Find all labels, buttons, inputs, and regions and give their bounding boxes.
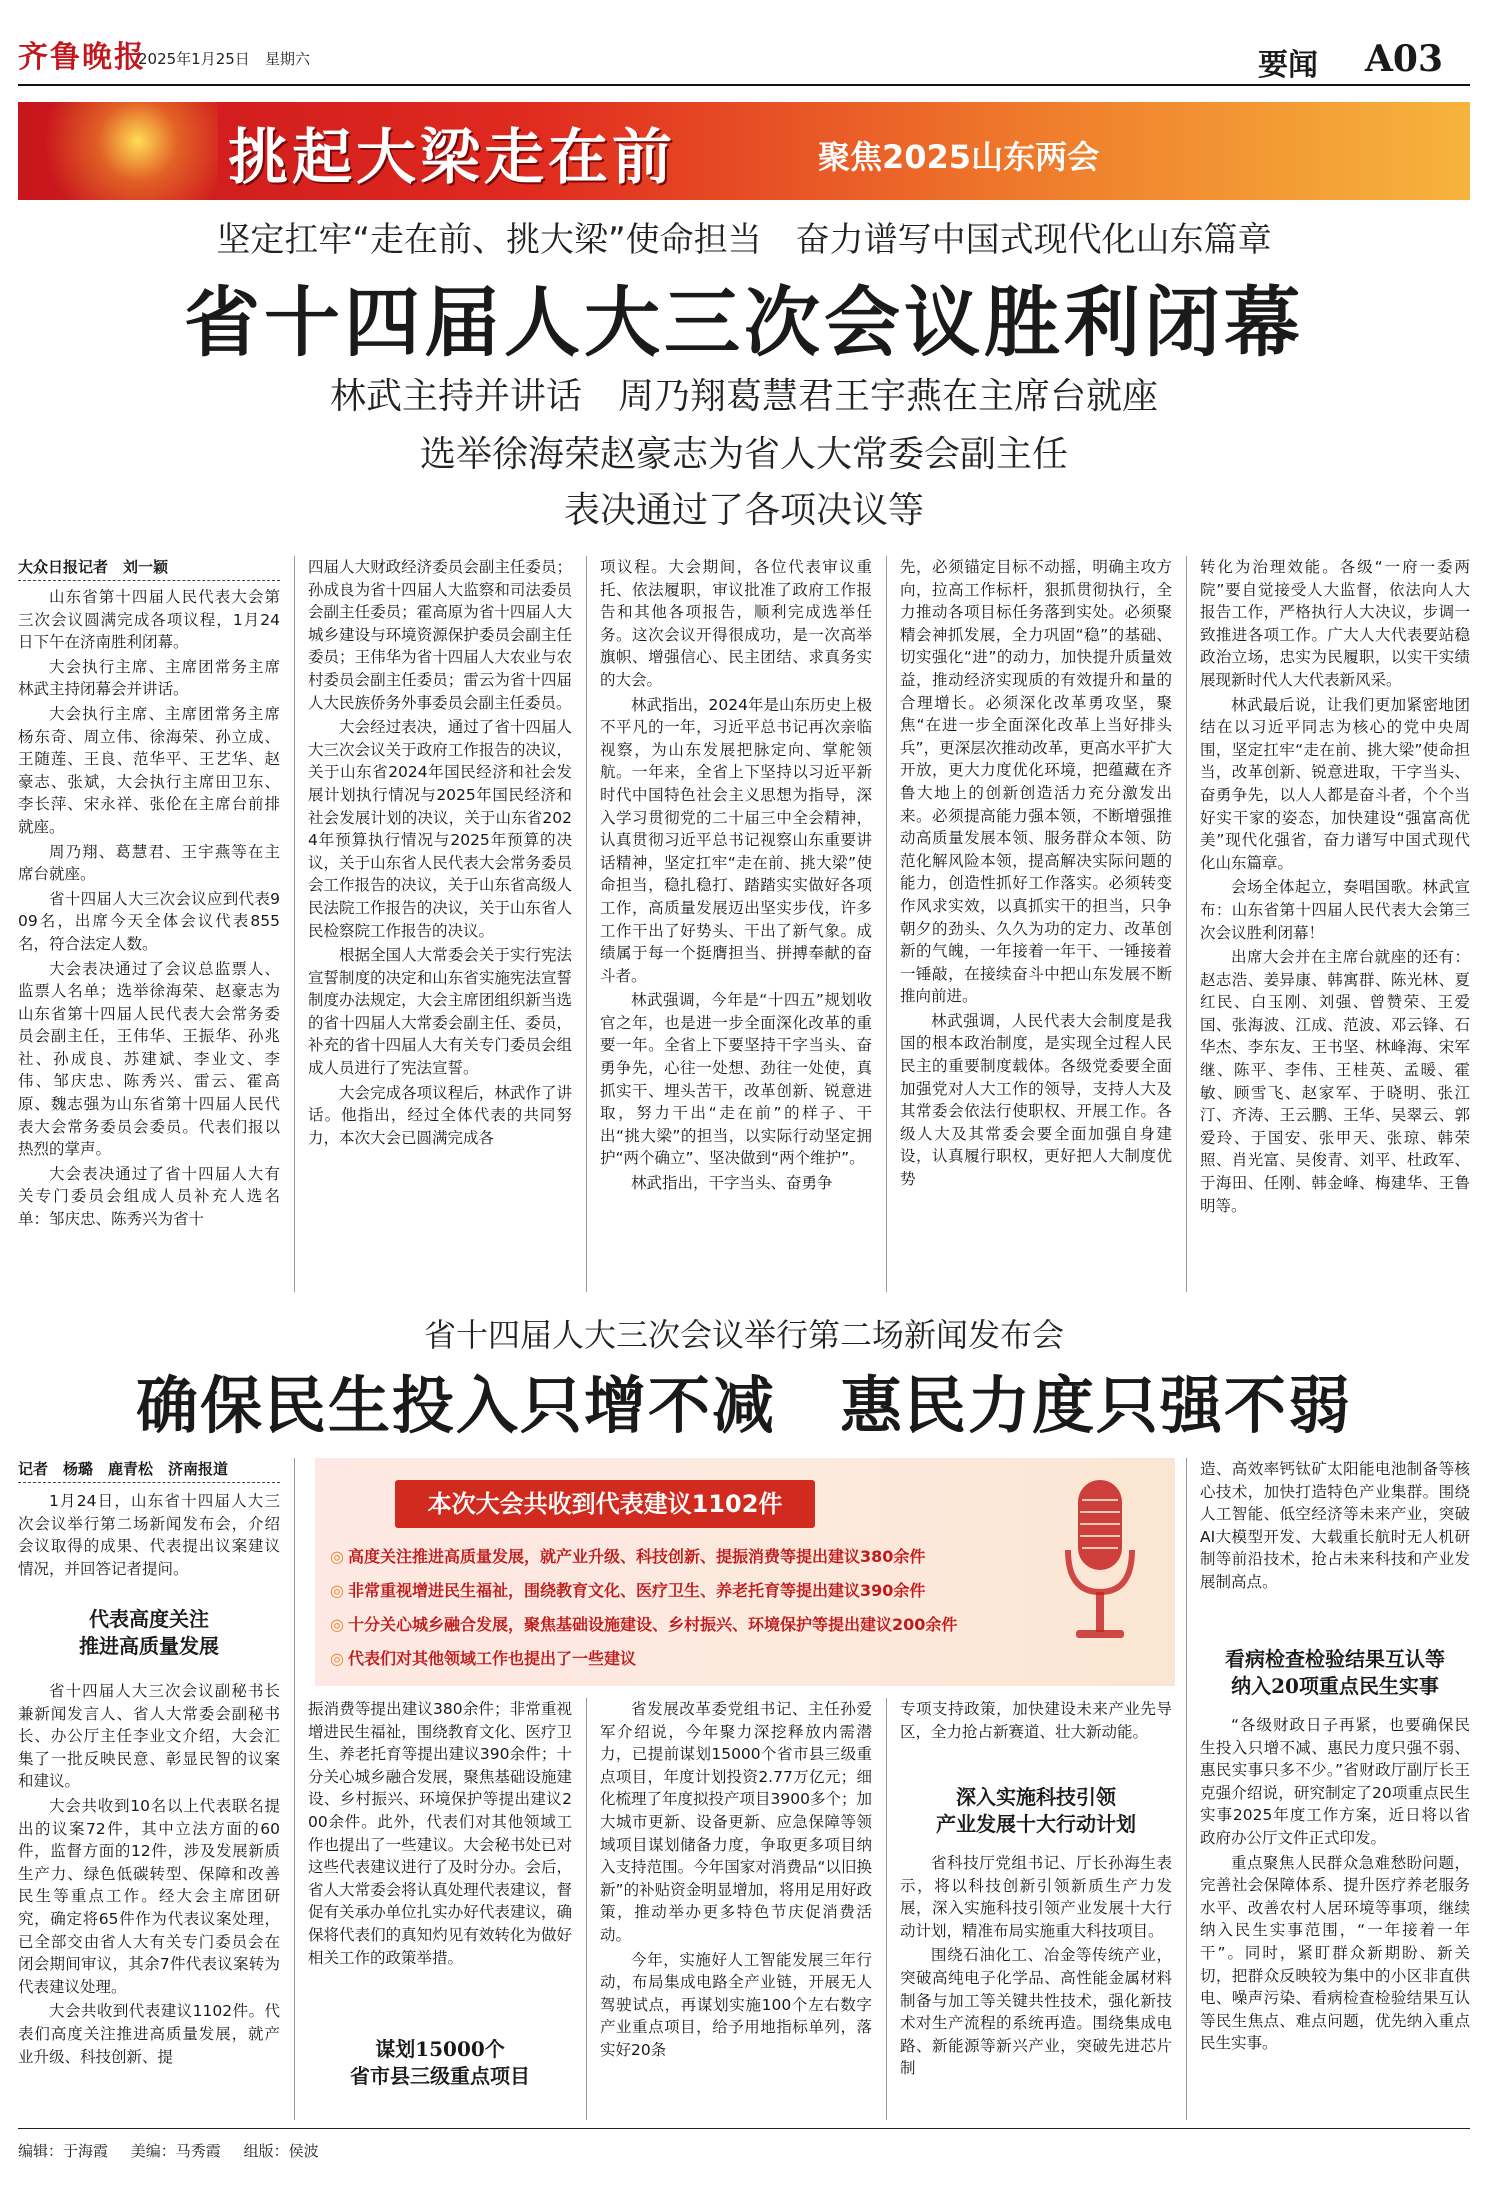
paragraph: 大会经过表决，通过了省十四届人大三次会议关于政府工作报告的决议，关于山东省2024年国民经济和社会发展计划执行情况与2025年国民经济和社会发展计划的决议，关于山东省2024年预算执行情况与2025年预算的决议，关于山东省人民代表大会常务委员会工作报告的决议，关于山东省高级人民法院工作报告的决议，关于山东省人民检察院工作报告的决议。 [308,718,572,940]
article2-subhead-a [18,1606,280,1660]
paragraph: 会场全体起立，奏唱国歌。林武宣布：山东省第十四届人民代表大会第三次会议胜利闭幕！ [1200,878,1470,942]
callout-item-text: 非常重视增进民生福祉，围绕教育文化、医疗卫生、养老托育等提出建议390余件 [347,1581,926,1600]
article2-lead [18,1490,280,1594]
paragraph: “各级财政日子再紧，也要确保民生投入只增不减、惠民力度只强不弱、惠民实事只多不少。”省财政厅副厅长王克强介绍说，研究制定了20项重点民生实事2025年度工作方案，近日将以省政府办公厅文件正式印发。 [1200,1716,1470,1847]
paragraph: 大会表决通过了会议总监票人、监票人名单；选举徐海荣、赵豪志为山东省第十四届人民代表大会常务委员会副主任，王伟华、王振华、孙兆社、孙成良、苏建斌、李业文、李伟、邹庆忠、陈秀兴、雷云、霍高原、魏志强为山东省第十四届人民代表大会常务委员会委员。代表们报以热烈的掌声。 [18,959,280,1159]
editor-credit: 编辑：于海霞 [18,2142,109,2160]
paragraph: 四届人大财政经济委员会副主任委员；孙成良为省十四届人大监察和司法委员会副主任委员；霍高原为省十四届人大城乡建设与环境资源保护委员会副主任委员；王伟华为省十四届人大农业与农村委员会副主任委员；雷云为省十四届人大民族侨务外事委员会副主任委员。 [308,558,572,712]
footer-credits [18,2140,319,2161]
paragraph: 先，必须锚定目标不动摇，明确主攻方向，拉高工作标杆，狠抓贯彻执行，全力推动各项目标任务落到实处。必须聚精会神抓发展，全力巩固“稳”的基础、切实强化“进”的动力，加快提升质量效益，推动经济实现质的有效提升和量的合理增长。必须深化改革勇攻坚，聚焦“在进一步全面深化改革上当好排头兵”，更深层次推动改革，更高水平扩大开放，更大力度优化环境，把蕴藏在齐鲁大地上的创新创造活力充分激发出来。必须提高能力强本领，不断增强推动高质量发展本领、服务群众本领、防范化解风险本领，提高解决实际问题的能力，创造性抓好工作落实。必须转变作风求实效，以真抓实干的担当，只争朝夕的劲头、久久为功的定力、改革创新的气魄，一年接着一年干、一锤接着一锤敲，在接续奋斗中把山东发展不断推向前进。 [900,558,1172,1006]
column-divider [1186,1458,1187,2120]
article1-subtitle-3: 表决通过了各项决议等 [563,490,924,531]
article2-column-4b [900,1852,1172,2120]
column-divider [586,1698,587,2120]
paragraph: 省十四届人大三次会议副秘书长兼新闻发言人、省人大常委会副秘书长、办公厅主任李业文介绍，大会汇集了一批反映民意、彰显民智的议案和建议。 [18,1682,280,1791]
article2-column-1 [18,1680,280,2120]
article2-byline: 记者 杨璐 鹿青松 济南报道 [18,1458,280,1483]
bullet-icon: ◎ [330,1547,344,1566]
paragraph: 大会共收到代表建议1102件。代表们高度关注推进高质量发展，就产业升级、科技创新、提 [18,2002,280,2066]
paragraph: 造、高效率钙钛矿太阳能电池制备等核心技术，加快打造特色产业集群。围绕人工智能、低空经济等未来产业，突破AI大模型开发、大载重长航时无人机研制等前沿技术，抢占未来科技和产业发展制高点。 [1200,1460,1470,1591]
column-divider [294,1458,295,2120]
paragraph: 大会执行主席、主席团常务主席林武主持闭幕会并讲话。 [18,657,280,699]
paragraph: 大会执行主席、主席团常务主席杨东奇、周立伟、徐海荣、孙立成、王随莲、王良、范华平、王艺华、赵豪志、张斌，大会执行主席田卫东、李长萍、宋永祥、张伦在主席台前排就座。 [18,704,280,836]
article2-subhead-c [900,1784,1172,1838]
paragraph: 林武指出，2024年是山东历史上极不平凡的一年，习近平总书记再次亲临视察，为山东发展把脉定向、掌舵领航。一年来，全省上下坚持以习近平新时代中国特色社会主义思想为指导，深入学习贯彻党的二十届三中全会精神，认真贯彻习近平总书记视察山东重要讲话精神，坚定扛牢“走在前、挑大梁”使命担当，稳扎稳打、踏踏实实做好各项工作，高质量发展迈出坚实步伐，许多工作干出了好势头、干出了新气象。成绩属于每一个挺膺担当、拼搏奉献的奋斗者。 [600,695,872,985]
paragraph: 省科技厅党组书记、厅长孙海生表示，将以科技创新引领新质生产力发展，深入实施科技引领产业发展十大行动计划，精准布局实施重大科技项目。 [900,1854,1172,1940]
subhead-line: 看病检查检验结果互认等 纳入20项重点民生实事 [1225,1647,1445,1698]
subhead-line: 谋划15000个 省市县三级重点项目 [350,2037,530,2088]
column-divider [1186,556,1187,1292]
section-name: 要闻 [1258,48,1318,83]
page-number: A03 [1365,38,1444,80]
column-divider [586,556,587,1292]
issue-weekday: 星期六 [265,50,311,68]
callout-item-text: 高度关注推进高质量发展，就产业升级、科技创新、提振消费等提出建议380余件 [347,1547,926,1566]
paragraph: 转化为治理效能。各级“一府一委两院”要自觉接受人大监督，依法向人大报告工作，严格执行人大决议，步调一致推进各项工作。广大人大代表要站稳政治立场，忠实为民履职，以实干实绩展现新时代人大代表新风采。 [1200,558,1470,689]
banner-subtitle: 聚焦2025山东两会 [818,138,1100,176]
paragraph: 围绕石油化工、冶金等传统产业，突破高纯电子化学品、高性能金属材料制备与加工等关键共性技术，强化新技术对生产流程的系统再造。围绕集成电路、新能源等新兴产业，突破先进芯片制 [900,1946,1172,2078]
paragraph: 山东省第十四届人民代表大会第三次会议圆满完成各项议程，1月24日下午在济南胜利闭幕。 [18,588,280,652]
article1-column-2 [308,556,572,1292]
paragraph: 根据全国人大常委会关于实行宪法宣誓制度的决定和山东省实施宪法宣誓制度办法规定，大会主席团组织新当选的省十四届人大常委会副主任、委员，补充的省十四届人大有关专门委员会组成人员进行了宪法宣誓。 [308,946,572,1078]
art-credit: 美编：马秀霞 [130,2142,221,2160]
subhead-line: 深入实施科技引领 产业发展十大行动计划 [936,1785,1136,1836]
paragraph: 今年，实施好人工智能发展三年行动，布局集成电路全产业链，开展无人驾驶试点，再谋划实施100个左右数字产业重点项目，给予用地指标单列，落实好20条 [600,1950,872,2059]
article2-kicker: 省十四届人大三次会议举行第二场新闻发布会 [423,1316,1064,1354]
footer-rule [18,2128,1470,2129]
bullet-icon: ◎ [330,1581,344,1600]
paragraph: 重点聚焦人民群众急难愁盼问题，完善社会保障体系、提升医疗养老服务水平、改善农村人居环境等事项，继续纳入民生实事范围，“一年接着一年干”。同时，紧盯群众新期盼、新关切，把群众反映较为集中的小区非直供电、噪声污染、看病检查检验结果互认等民生焦点、难点问题，优先纳入重点民生实事。 [1200,1853,1470,2053]
bullet-icon: ◎ [330,1615,344,1634]
issue-date: 2025年1月25日 [138,50,250,68]
header-rule [18,84,1470,86]
paragraph: 1月24日，山东省十四届人大三次会议举行第二场新闻发布会，介绍会议取得的成果、代表提出议案建议情况，并回答记者提问。 [18,1492,280,1578]
article1-byline: 大众日报记者 刘一颖 [18,556,280,581]
paragraph: 周乃翔、葛慧君、王宇燕等在主席台就座。 [18,842,280,884]
paragraph: 项议程。大会期间，各位代表审议重托、依法履职，审议批准了政府工作报告和其他各项报告，顺利完成选举任务。这次会议开得很成功，是一次高举旗帜、增强信心、民主团结、求真务实的大会。 [600,558,872,689]
callout-item-text: 代表们对其他领域工作也提出了一些建议 [347,1649,636,1668]
column-divider [294,556,295,1292]
column-divider [886,556,887,1292]
paragraph: 振消费等提出建议380余件；非常重视增进民生福祉，围绕教育文化、医疗卫生、养老托育等提出建议390余件；十分关心城乡融合发展，聚焦基础设施建设、乡村振兴、环境保护等提出建议200余件。此外，代表们对其他领域工作也提出了一些建议。大会秘书处已对这些代表建议进行了及时分办。会后，省人大常委会将认真处理代表建议，督促有关承办单位扎实办好代表建议，确保将代表们的真知灼见有效转化为做好相关工作的政策举措。 [308,1700,572,1967]
article1-column-3 [600,556,872,1292]
callout-item [330,1646,636,1669]
article2-column-5 [1200,1458,1470,1634]
article1-title: 省十四届人大三次会议胜利闭幕 [184,278,1304,367]
layout-credit: 组版：侯波 [243,2142,319,2160]
paragraph: 林武最后说，让我们更加紧密地团结在以习近平同志为核心的党中央周围，坚定扛牢“走在前、挑大梁”使命担当，改革创新、锐意进取，干字当头、奋勇争先，以人人都是奋斗者，个个当好实干家的姿态，加快建设“强富高优美”现代化强省，奋力谱写中国式现代化山东篇章。 [1200,695,1470,872]
article1-column-4 [900,556,1172,1292]
article1-kicker: 坚定扛牢“走在前、挑大梁”使命担当 奋力谱写中国式现代化山东篇章 [216,220,1272,260]
article2-subhead-d [1200,1646,1470,1700]
banner-title: 挑起大梁走在前 [228,123,676,193]
microphone-icon [1040,1470,1160,1670]
paragraph: 出席大会并在主席台就座的还有：赵志浩、姜异康、韩寓群、陈光林、夏红民、白玉刚、刘强、曾赞荣、王爱国、张海波、江成、范波、邓云锋、石华杰、李东友、王书坚、林峰海、宋军继、陈平、李伟、王桂英、孟暖、霍敏、顾雪飞、赵家军、于晓明、张江汀、齐涛、王云鹏、王华、吴翠云、郭爱玲、于国安、张甲天、张琼、韩荣照、肖光富、吴俊青、刘平、杜政军、于海田、任刚、韩金峰、梅建华、王鲁明等。 [1200,948,1470,1215]
column-divider [886,1698,887,2120]
callout-item-text: 十分关心城乡融合发展，聚焦基础设施建设、乡村振兴、环境保护等提出建议200余件 [347,1615,958,1634]
banner-glow-decoration [18,102,218,200]
article2-subhead-b [308,2036,572,2090]
paragraph: 大会共收到10名以上代表联名提出的议案72件，其中立法方面的60件，监督方面的12件，涉及发展新质生产力、绿色低碳转型、保障和改善民生等重点工作。经大会主席团研究，确定将65件作为代表议案处理，已全部交由省人大有关专门委员会在闭会期间审议，其余7件代表议案转为代表建议处理。 [18,1796,280,1996]
bullet-icon: ◎ [330,1649,344,1668]
topic-banner [18,102,1470,200]
article2-column-2 [308,1698,572,2018]
article1-column-5 [1200,556,1470,1292]
subhead-line: 代表高度关注 推进高质量发展 [79,1607,219,1658]
paragraph: 大会完成各项议程后，林武作了讲话。他指出，经过全体代表的共同努力，本次大会已圆满完成各 [308,1083,572,1147]
callout-item [330,1544,925,1567]
paragraph: 林武强调，人民代表大会制度是我国的根本政治制度，是实现全过程人民民主的重要制度载体。各级党委要全面加强党对人大工作的领导，支持人大及其常委会依法行使职权、开展工作。各级人大及其常委会要全面加强自身建设，认真履行职权，更好把人大制度优势 [900,1011,1172,1189]
article1-column-1 [18,586,280,1292]
paragraph: 林武强调，今年是“十四五”规划收官之年，也是进一步全面深化改革的重要一年。全省上下要坚持干字当头、奋勇争先，心往一处想、劲往一处使，真抓实干、埋头苦干，改革创新、锐意进取，努力干出“走在前”的样子、干出“挑大梁”的担当，以实际行动坚定拥护“两个确立”、坚决做到“两个维护”。 [600,991,872,1168]
paragraph: 省十四届人大三次会议应到代表909名，出席今天全体会议代表855名，符合法定人数。 [18,889,280,953]
callout-item [330,1578,925,1601]
article2-title: 确保民生投入只增不减 惠民力度只强不弱 [135,1369,1352,1442]
paragraph: 林武指出，干字当头、奋勇争 [631,1174,833,1193]
callout-item [330,1612,957,1635]
article2-column-3 [600,1698,872,2120]
article1-subtitle-1: 林武主持并讲话 周乃翔葛慧君王宇燕在主席台就座 [329,376,1158,417]
paragraph: 大会表决通过了省十四届人大有关专门委员会组成人员补充人选名单：邹庆忠、陈秀兴为省十 [18,1164,280,1229]
newspaper-logo: 齐鲁晚报 [18,40,146,75]
article1-subtitle-2: 选举徐海荣赵豪志为省人大常委会副主任 [419,434,1068,475]
paragraph: 省发展改革委党组书记、主任孙爱军介绍说，今年聚力深挖释放内需潜力，已提前谋划15000个省市县三级重点项目，年度计划投资2.77万亿元；细化梳理了年度拟投产项目3900多个；加大城市更新、设备更新、应急保障等领域项目谋划储备力度，争取更多项目纳入支持范围。今年国家对消费品“以旧换新”的补贴资金明显增加，将用足用好政策，推动举办更多特色节庆促消费活动。 [600,1700,872,1944]
paragraph: 专项支持政策，加快建设未来产业先导区，全力抢占新赛道、壮大新动能。 [900,1700,1172,1741]
article2-column-5b [1200,1714,1470,2120]
callout-title: 本次大会共收到代表建议1102件 [395,1480,815,1528]
article2-column-4 [900,1698,1172,1768]
